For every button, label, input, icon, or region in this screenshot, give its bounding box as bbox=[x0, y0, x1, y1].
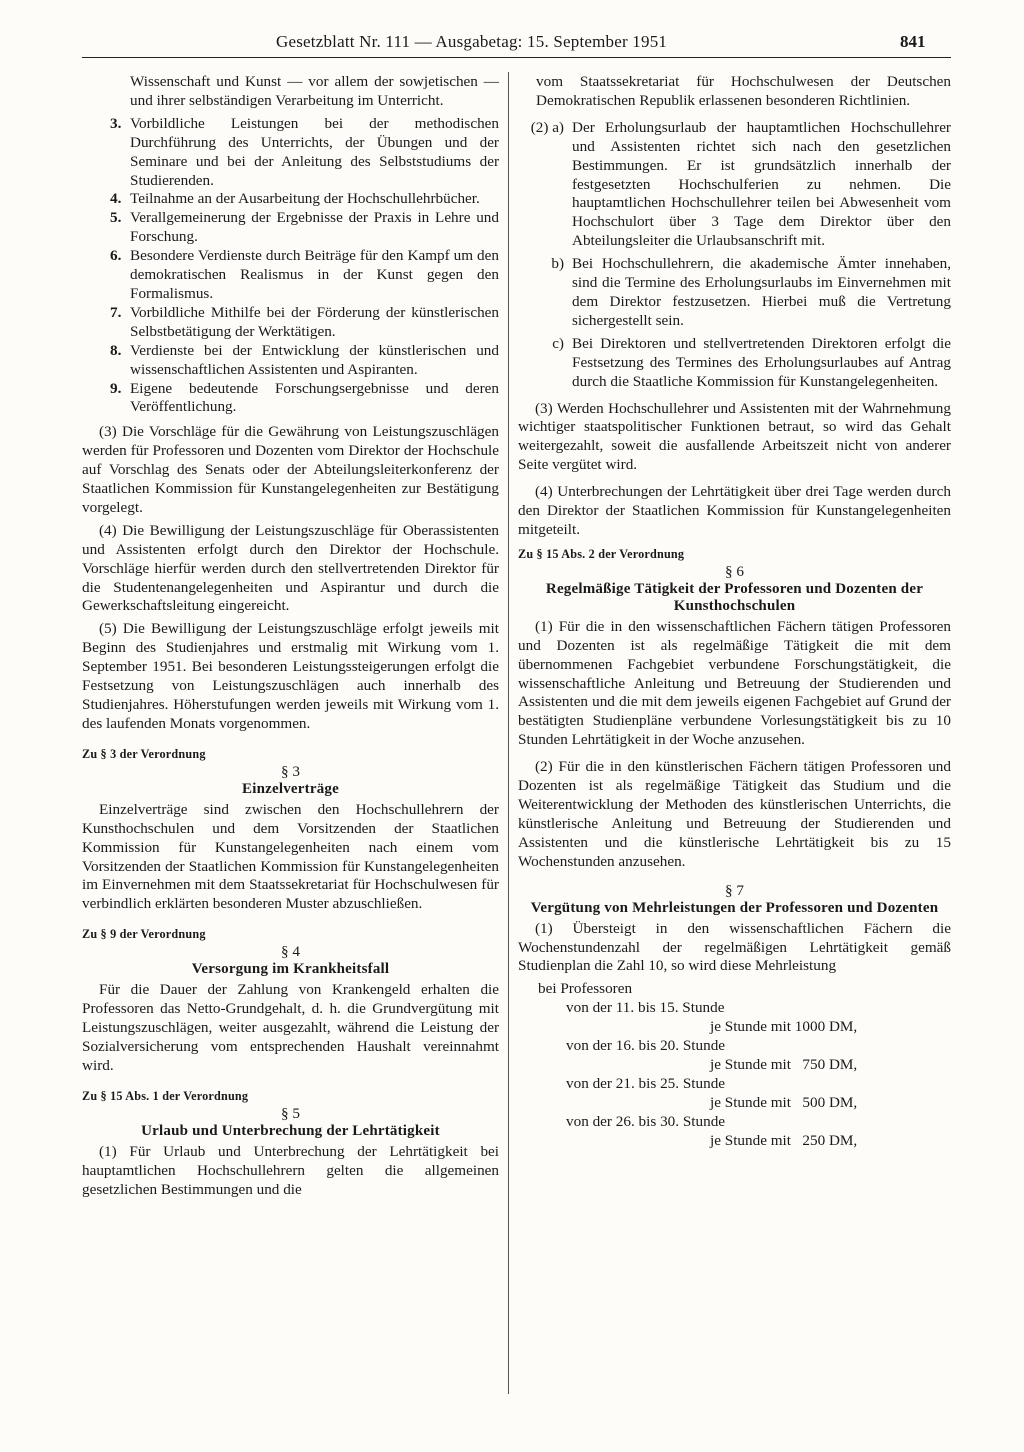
section-heading: Regelmäßige Tätigkeit der Professoren und Dozenten der Kunsthochschulen bbox=[545, 580, 924, 614]
subparagraph: c) Bei Direktoren und stellvertretenden Direktoren erfolgt die Festsetzung des Termines des Erholungsurlaubes auf Antrag durch die Staatliche Kommission für Kunstangelegenheiten. bbox=[552, 334, 951, 390]
section-number: § 5 bbox=[281, 1104, 300, 1122]
rate-range: von der 16. bis 20. Stunde bbox=[566, 1037, 726, 1055]
regulation-reference: Zu § 9 der Verordnung bbox=[82, 927, 206, 942]
section-text: (1) Übersteigt in den wissenschaftlichen Fächern die Wochenstundenzahl der regelmäßigen Lehrtätigkeit gemäß Studienplan die Zahl 10, so wird diese Mehrleistung bbox=[518, 919, 951, 975]
paragraph-4: (4) Die Bewilligung der Leistungszuschläge für Oberassistenten und Assistenten erfolgt durch den Direktor der Hochschule. Vorschläge hierfür werden durch den stellvertretenden Direktor für die Studentenangelegenheiten und Aspirantur und durch die Gewerkschaftsleitung eingereicht. bbox=[82, 521, 499, 615]
regulation-reference: Zu § 15 Abs. 1 der Verordnung bbox=[82, 1088, 249, 1103]
list-item: 6. Besondere Verdienste durch Beiträge für den Kampf um den demokratischen Realismus in der Kunst gegen den Formalismus. bbox=[110, 247, 499, 302]
paragraph-3: (3) Werden Hochschullehrer und Assistenten mit der Wahrnehmung wichtiger staatspolitischer Funktionen betraut, so wird das Gehalt weitergezahlt, soweit die ausfallende Arbeitszeit nicht von anderer Seite vergütet wird. bbox=[518, 399, 951, 474]
continued-text: Wissenschaft und Kunst — vor allem der sowjetischen — und ihrer selbständigen Verarbeitung im Unterricht. bbox=[130, 73, 499, 109]
section-text: (1) Für die in den wissenschaftlichen Fächern tätigen Professoren und Dozenten ist als regelmäßige Tätigkeit die mit dem übernommenen Fachgebiet verbundene Forschungstätigkeit, die wissenschaftliche Anleitung und Betreuung der Studierenden und Assistenten und die mit dem jeweils eigenen Fachgebiet auf Grund der bestätigten Studienpläne verbundene Vorlesungstätigkeit bis zu 10 Stunden Lehrtätigkeit in der Woche anzusehen. bbox=[518, 617, 951, 749]
regulation-reference: Zu § 3 der Verordnung bbox=[82, 746, 206, 761]
rate-range: von der 11. bis 15. Stunde bbox=[566, 999, 725, 1017]
rate-range: von der 26. bis 30. Stunde bbox=[566, 1112, 726, 1130]
paragraph-5: (5) Die Bewilligung der Leistungszuschläge erfolgt jeweils mit Beginn des Studienjahres und erstmalig mit Wirkung vom 1. September 1951. Bei besonderen Leistungssteigerungen erfolgt die Festsetzung von Leistungszuschlägen auch innerhalb des Studienjahres. Höherstufungen werden jeweils mit Wirkung vom 1. des laufenden Monats vorgenommen. bbox=[82, 620, 499, 732]
paragraph-3: (3) Die Vorschläge für die Gewährung von Leistungszuschlägen werden für Professoren und Dozenten vom Direktor der Hochschule auf Vorschlag des Senats oder der Abteilungsleiterkonferenz der Staatlichen Kommission für Kunstangelegenheiten zur Bestätigung vorgelegt. bbox=[82, 423, 499, 516]
rate-group-label: bei Professoren bbox=[538, 980, 633, 998]
section-text: (1) Für Urlaub und Unterbrechung der Lehrtätigkeit bei hauptamtlichen Hochschullehrern gelten die allgemeinen gesetzlichen Bestimmungen und die bbox=[82, 1142, 499, 1198]
section-heading: Vergütung von Mehrleistungen der Professoren und Dozenten bbox=[530, 899, 939, 916]
right-column bbox=[518, 73, 951, 1151]
list-item: 4. Teilnahme an der Ausarbeitung der Hochschullehrbücher. bbox=[110, 190, 480, 208]
section-number: § 3 bbox=[281, 762, 300, 780]
section-heading: Einzelverträge bbox=[242, 780, 339, 797]
list-item: 3. Vorbildliche Leistungen bei der methodischen Durchführung des Unterrichts, der Übungen und der Seminare und bei der Anleitung des Selbststudiums der Studierenden. bbox=[110, 114, 499, 189]
section-text: Einzelverträge sind zwischen den Hochschullehrern der Kunsthochschulen und dem Vorsitzenden der Staatlichen Kommission für Kunstangelegenheiten nach einem vom Vorsitzenden der Staatlichen Kommission für Kunstangelegenheiten im Einvernehmen mit dem Staatssekretariat für Hochschulwesen für verbindlich erklärten besonderen Muster abzuschließen. bbox=[82, 800, 499, 913]
gazette-title: Gesetzblatt Nr. 111 — Ausgabetag: 15. September 1951 bbox=[276, 32, 668, 51]
section-number: § 4 bbox=[281, 943, 300, 961]
continued-text: vom Staatssekretariat für Hochschulwesen der Deutschen Demokratischen Republik erlassenen besonderen Richtlinien. bbox=[536, 73, 951, 109]
rate-value: je Stunde mit 500 DM, bbox=[710, 1093, 858, 1111]
left-column bbox=[82, 73, 499, 1204]
section-text: (2) Für die in den künstlerischen Fächern tätigen Professoren und Dozenten ist als regelmäßige Tätigkeit das Studium und die Weiterentwicklung der Methoden des künstlerischen Unterrichts, die künstlerische Anleitung und Betreuung der Studierenden und Assistenten und die künstlerische Lehrtätigkeit bis zu 15 Wochenstunden anzusehen. bbox=[518, 758, 951, 870]
section-heading: Urlaub und Unterbrechung der Lehrtätigkeit bbox=[141, 1122, 440, 1139]
subparagraph: b) Bei Hochschullehrern, die akademische Ämter innehaben, sind die Termine des Erholungsurlaubs im Einvernehmen mit dem Direktor festzusetzen. Hierbei muß die Vertretung sichergestellt sein. bbox=[551, 255, 951, 329]
list-item: 8. Verdienste bei der Entwicklung der künstlerischen und wissenschaftlichen Assistenten und Aspiranten. bbox=[110, 341, 499, 378]
rate-table bbox=[518, 980, 951, 1150]
section-number: § 7 bbox=[725, 881, 744, 899]
column-divider bbox=[508, 72, 509, 1394]
rate-value: je Stunde mit 250 DM, bbox=[710, 1131, 858, 1149]
section-heading: Versorgung im Krankheitsfall bbox=[191, 961, 390, 978]
regulation-reference: Zu § 15 Abs. 2 der Verordnung bbox=[518, 546, 685, 561]
list-item: 7. Vorbildliche Mithilfe bei der Förderung der künstlerischen Selbstbetätigung der Werktätigen. bbox=[110, 303, 499, 340]
section-number: § 6 bbox=[725, 562, 744, 580]
subparagraph: (2) a) Der Erholungsurlaub der hauptamtlichen Hochschullehrer und Assistenten richtet sich nach den gesetzlichen Bestimmungen. Er ist grundsätzlich innerhalb der festgesetzten Hochschulferien zu nehmen. Die hauptamtlichen Hochschullehrer teilen bei Abwesenheit vom Hochschulort über 3 Tage dem Direktor über den Abteilungsleiter die Urlaubsanschrift mit. bbox=[530, 118, 951, 250]
rate-range: von der 21. bis 25. Stunde bbox=[566, 1074, 726, 1092]
header-rule bbox=[82, 57, 951, 58]
page-header bbox=[0, 33, 1024, 57]
list-item: 9. Eigene bedeutende Forschungsergebnisse und deren Veröffentlichung. bbox=[110, 379, 499, 416]
list-item: 5. Verallgemeinerung der Ergebnisse der Praxis in Lehre und Forschung. bbox=[110, 209, 499, 246]
rate-value: je Stunde mit 1000 DM, bbox=[710, 1018, 858, 1036]
rate-value: je Stunde mit 750 DM, bbox=[710, 1055, 858, 1073]
page-number: 841 bbox=[900, 32, 926, 51]
section-text: Für die Dauer der Zahlung von Krankengeld erhalten die Professoren das Netto-Grundgehalt, d. h. die Grundvergütung mit Leistungszuschlägen, weiter ausgezahlt, während die Leistung der Sozialversicherung vom entsprechenden Haushalt vereinnahmt wird. bbox=[82, 981, 499, 1074]
paragraph-4: (4) Unterbrechungen der Lehrtätigkeit über drei Tage werden durch den Direktor der Staatlichen Kommission für Kunstangelegenheiten mitgeteilt. bbox=[518, 483, 951, 538]
